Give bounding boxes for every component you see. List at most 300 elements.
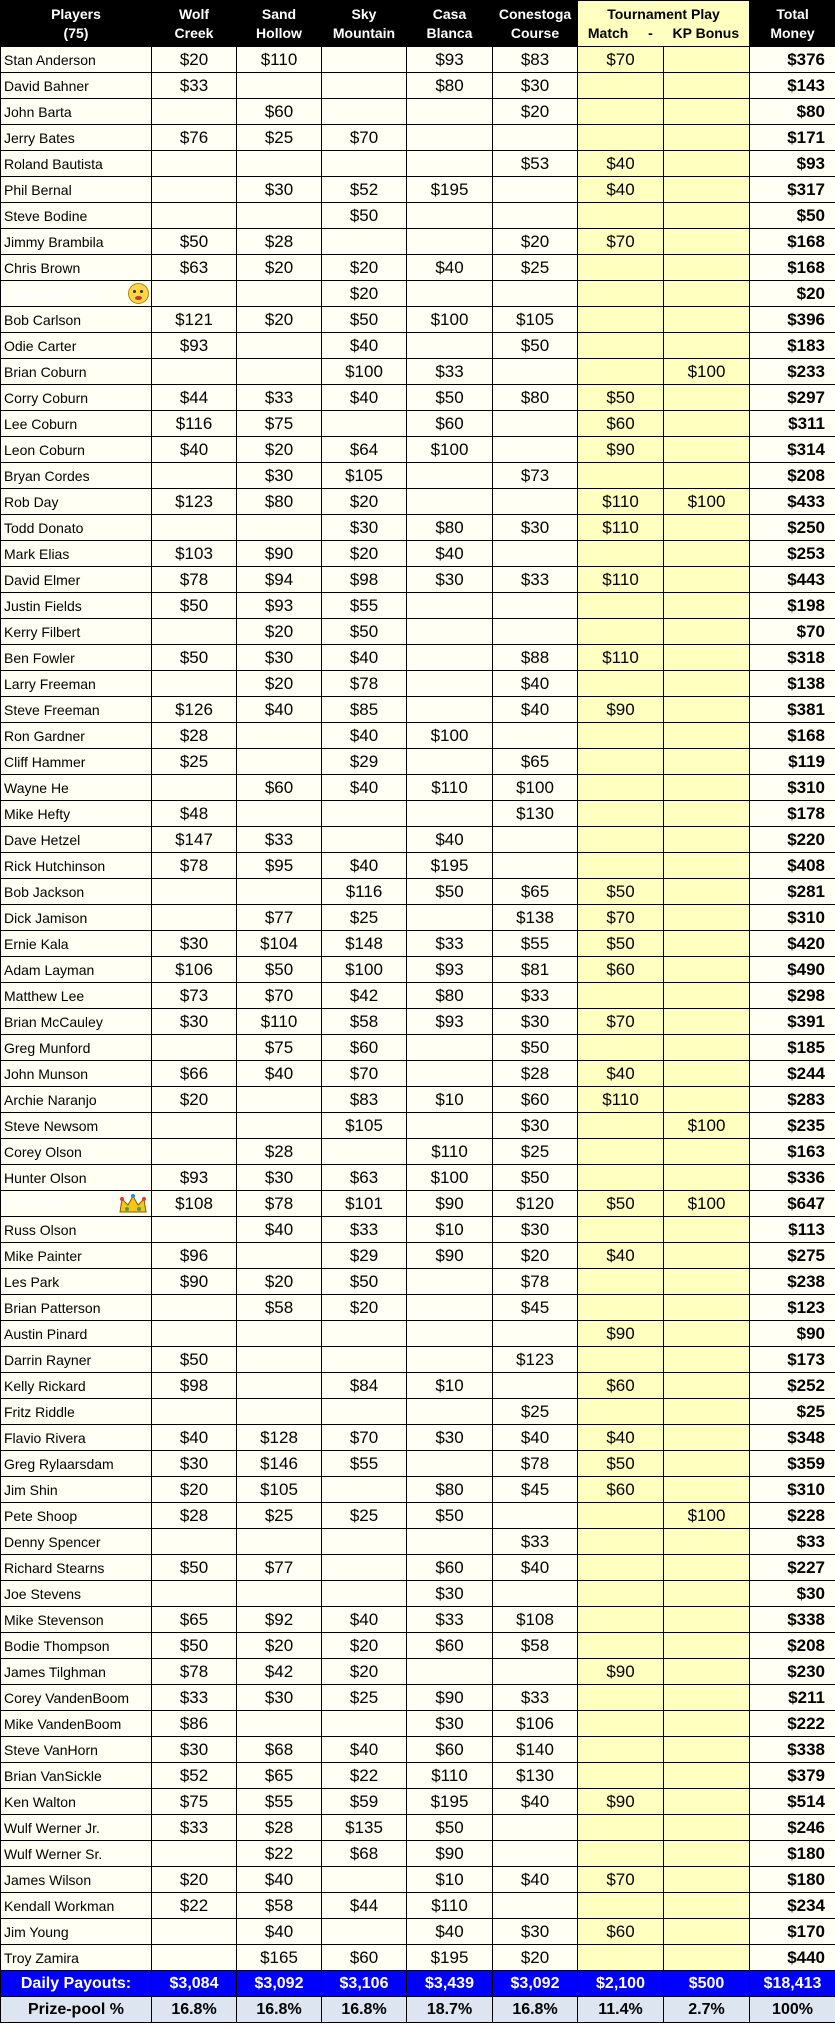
wolf-creek-cell: $50 [152,645,237,671]
conestoga-cell: $40 [493,671,578,697]
sky-mountain-cell: $63 [322,1165,407,1191]
table-row [1,1841,835,1867]
pct-cell: 16.8% [493,1997,578,2023]
sand-hollow-cell: $128 [237,1425,322,1451]
player-name: Austin Pinard [1,1321,152,1347]
wolf-creek-cell [152,1035,237,1061]
total-money-cell: $336 [750,1165,835,1191]
kp-bonus-cell [664,697,750,723]
kp-bonus-cell [664,1009,750,1035]
kp-bonus-cell [664,1139,750,1165]
sand-hollow-cell: $40 [237,1919,322,1945]
sand-hollow-cell: $93 [237,593,322,619]
sand-hollow-cell [237,723,322,749]
casa-blanca-cell: $50 [407,1503,493,1529]
sand-hollow-cell: $92 [237,1607,322,1633]
sand-hollow-cell: $20 [237,437,322,463]
total-money-cell: $185 [750,1035,835,1061]
match-cell [578,359,664,385]
wolf-creek-cell: $108 [152,1191,237,1217]
sand-hollow-cell: $90 [237,541,322,567]
total-money-cell: $25 [750,1399,835,1425]
kp-bonus-cell [664,1477,750,1503]
table-row [1,1087,835,1113]
kp-bonus-cell [664,957,750,983]
sand-hollow-cell [237,749,322,775]
sky-mountain-cell: $105 [322,1113,407,1139]
total-money-cell: $80 [750,99,835,125]
total-money-cell: $183 [750,333,835,359]
casa-blanca-cell: $60 [407,1555,493,1581]
pct-cell: 2.7% [664,1997,750,2023]
sand-hollow-cell: $33 [237,385,322,411]
kp-bonus-cell [664,281,750,307]
player-name: Ernie Kala [1,931,152,957]
sand-hollow-cell: $42 [237,1659,322,1685]
sand-hollow-cell: $30 [237,1165,322,1191]
sky-mountain-cell [322,1139,407,1165]
sand-hollow-cell [237,1113,322,1139]
sand-hollow-cell: $50 [237,957,322,983]
match-cell: $50 [578,1451,664,1477]
match-cell [578,463,664,489]
total-money-cell: $180 [750,1867,835,1893]
conestoga-cell [493,723,578,749]
wolf-creek-cell [152,99,237,125]
table-row [1,775,835,801]
conestoga-cell: $80 [493,385,578,411]
sky-mountain-cell: $98 [322,567,407,593]
total-money-cell: $178 [750,801,835,827]
player-name: Brian McCauley [1,1009,152,1035]
casa-blanca-cell: $33 [407,1607,493,1633]
conestoga-cell: $30 [493,1113,578,1139]
table-row [1,463,835,489]
wolf-creek-cell: $50 [152,593,237,619]
kp-bonus-cell [664,619,750,645]
table-row [1,1685,835,1711]
casa-blanca-cell: $50 [407,879,493,905]
wolf-creek-cell [152,879,237,905]
total-money-cell: $283 [750,1087,835,1113]
sky-mountain-cell [322,229,407,255]
sand-hollow-cell: $40 [237,1867,322,1893]
player-name: Bob Jackson [1,879,152,905]
total-money-cell: $318 [750,645,835,671]
wolf-creek-cell [152,1399,237,1425]
sky-mountain-cell: $70 [322,125,407,151]
match-cell: $90 [578,437,664,463]
kp-bonus-cell [664,1789,750,1815]
conestoga-cell [493,359,578,385]
sand-hollow-cell: $65 [237,1763,322,1789]
total-money-cell: $33 [750,1529,835,1555]
match-cell [578,1737,664,1763]
sand-hollow-cell: $20 [237,1633,322,1659]
casa-blanca-cell [407,905,493,931]
kp-bonus-cell [664,1035,750,1061]
kp-bonus-cell [664,437,750,463]
conestoga-cell [493,437,578,463]
conestoga-cell: $28 [493,1061,578,1087]
conestoga-cell: $45 [493,1295,578,1321]
table-row [1,1711,835,1737]
total-money-cell: $433 [750,489,835,515]
sky-mountain-cell: $116 [322,879,407,905]
match-cell [578,1529,664,1555]
sand-hollow-cell: $25 [237,125,322,151]
sand-hollow-cell [237,1399,322,1425]
sand-hollow-cell [237,151,322,177]
sky-mountain-cell: $20 [322,1633,407,1659]
table-row [1,671,835,697]
casa-blanca-cell [407,1347,493,1373]
conestoga-cell: $65 [493,879,578,905]
table-row [1,1373,835,1399]
match-cell [578,125,664,151]
conestoga-cell: $120 [493,1191,578,1217]
sand-hollow-cell [237,203,322,229]
casa-blanca-cell: $93 [407,1009,493,1035]
total-money-cell: $514 [750,1789,835,1815]
player-name: Pete Shoop [1,1503,152,1529]
table-row [1,255,835,281]
total-money-cell: $173 [750,1347,835,1373]
conestoga-cell: $130 [493,801,578,827]
total-money-header: Total Money [750,1,835,47]
sky-mountain-cell [322,1711,407,1737]
total-money-cell: $253 [750,541,835,567]
kp-bonus-cell: $100 [664,359,750,385]
kp-bonus-cell [664,983,750,1009]
course-header: Wolf Creek [152,1,237,47]
casa-blanca-cell: $100 [407,437,493,463]
kp-bonus-cell [664,1685,750,1711]
casa-blanca-cell: $90 [407,1243,493,1269]
sky-mountain-cell [322,73,407,99]
total-money-cell: $314 [750,437,835,463]
total-money-cell: $246 [750,1815,835,1841]
conestoga-cell [493,1373,578,1399]
total-money-cell: $50 [750,203,835,229]
sky-mountain-cell: $40 [322,723,407,749]
wolf-creek-cell: $33 [152,1815,237,1841]
casa-blanca-cell: $93 [407,957,493,983]
total-money-cell: $250 [750,515,835,541]
kp-bonus-cell [664,853,750,879]
player-name: Greg Munford [1,1035,152,1061]
wolf-creek-cell: $33 [152,73,237,99]
casa-blanca-cell: $40 [407,1919,493,1945]
sky-mountain-cell: $29 [322,749,407,775]
conestoga-cell [493,619,578,645]
wolf-creek-cell [152,1841,237,1867]
wolf-creek-cell: $78 [152,567,237,593]
casa-blanca-cell [407,749,493,775]
table-row [1,1269,835,1295]
conestoga-cell: $45 [493,1477,578,1503]
player-name: Les Park [1,1269,152,1295]
table-row [1,1867,835,1893]
conestoga-cell: $55 [493,931,578,957]
payout-cell: $2,100 [578,1971,664,1997]
total-money-cell: $348 [750,1425,835,1451]
table-row [1,1763,835,1789]
conestoga-cell: $78 [493,1451,578,1477]
match-cell: $110 [578,489,664,515]
casa-blanca-cell: $33 [407,359,493,385]
wolf-creek-cell: $126 [152,697,237,723]
wolf-creek-cell: $106 [152,957,237,983]
payout-label: Daily Payouts: [1,1971,152,1997]
player-name: Leon Coburn [1,437,152,463]
sky-mountain-cell: $50 [322,203,407,229]
sand-hollow-cell [237,1529,322,1555]
match-cell: $110 [578,567,664,593]
table-row [1,567,835,593]
player-name: John Munson [1,1061,152,1087]
player-name: Corey VandenBoom [1,1685,152,1711]
casa-blanca-cell [407,1295,493,1321]
casa-blanca-cell [407,1113,493,1139]
match-cell: $60 [578,1373,664,1399]
table-row [1,1165,835,1191]
total-money-cell: $170 [750,1919,835,1945]
sky-mountain-cell: $55 [322,593,407,619]
kp-bonus-cell: $100 [664,489,750,515]
total-money-cell: $113 [750,1217,835,1243]
sky-mountain-cell: $33 [322,1217,407,1243]
match-cell [578,1633,664,1659]
sand-hollow-cell [237,801,322,827]
sky-mountain-cell: $20 [322,489,407,515]
prize-pool-label: Prize-pool % [1,1997,152,2023]
tournament-play-header [578,1,750,47]
wolf-creek-cell [152,1321,237,1347]
match-cell: $50 [578,385,664,411]
total-money-cell: $317 [750,177,835,203]
kp-bonus-cell [664,801,750,827]
match-cell: $50 [578,879,664,905]
table-row [1,879,835,905]
table-row [1,1529,835,1555]
sky-mountain-cell [322,1555,407,1581]
table-row [1,99,835,125]
wolf-creek-cell [152,775,237,801]
table-row [1,1659,835,1685]
wolf-creek-cell [152,463,237,489]
kp-bonus-cell [664,255,750,281]
kp-bonus-cell [664,827,750,853]
sand-hollow-cell: $77 [237,1555,322,1581]
table-row [1,1139,835,1165]
conestoga-cell: $40 [493,697,578,723]
kp-bonus-cell [664,931,750,957]
kp-bonus-cell [664,671,750,697]
wolf-creek-cell: $28 [152,723,237,749]
sand-hollow-cell [237,1347,322,1373]
casa-blanca-cell [407,697,493,723]
player-name: Archie Naranjo [1,1087,152,1113]
player-name: Mark Elias [1,541,152,567]
match-cell [578,1347,664,1373]
casa-blanca-cell: $30 [407,1711,493,1737]
total-money-cell: $208 [750,1633,835,1659]
total-money-cell: $211 [750,1685,835,1711]
sad-face-icon [128,283,149,304]
table-row [1,749,835,775]
conestoga-cell: $40 [493,1425,578,1451]
table-row [1,1321,835,1347]
match-cell [578,203,664,229]
match-cell: $70 [578,1009,664,1035]
course-header: Sky Mountain [322,1,407,47]
sand-hollow-cell [237,281,322,307]
table-row [1,515,835,541]
kp-bonus-cell [664,1165,750,1191]
conestoga-cell: $33 [493,1529,578,1555]
wolf-creek-cell: $30 [152,1737,237,1763]
match-cell: $90 [578,1659,664,1685]
casa-blanca-cell: $60 [407,411,493,437]
total-money-cell: $220 [750,827,835,853]
table-row [1,177,835,203]
wolf-creek-cell: $50 [152,1633,237,1659]
total-money-cell: $168 [750,723,835,749]
table-row [1,905,835,931]
match-cell: $40 [578,151,664,177]
wolf-creek-cell [152,1945,237,1971]
conestoga-cell: $40 [493,1867,578,1893]
match-cell [578,723,664,749]
total-money-cell: $163 [750,1139,835,1165]
total-money-cell: $93 [750,151,835,177]
kp-bonus-cell [664,1061,750,1087]
match-cell: $70 [578,1867,664,1893]
sand-hollow-cell [237,359,322,385]
conestoga-cell: $88 [493,645,578,671]
table-row [1,489,835,515]
kp-bonus-cell [664,177,750,203]
player-name: Bodie Thompson [1,1633,152,1659]
match-cell [578,307,664,333]
sand-hollow-cell: $20 [237,1269,322,1295]
sky-mountain-cell: $40 [322,775,407,801]
sky-mountain-cell: $55 [322,1451,407,1477]
sand-hollow-cell: $33 [237,827,322,853]
match-cell: $60 [578,1919,664,1945]
total-money-cell: $171 [750,125,835,151]
casa-blanca-cell: $40 [407,255,493,281]
conestoga-cell [493,125,578,151]
casa-blanca-cell: $60 [407,1737,493,1763]
table-row [1,1399,835,1425]
sky-mountain-cell: $64 [322,437,407,463]
match-cell [578,73,664,99]
sky-mountain-cell: $58 [322,1009,407,1035]
kp-bonus-cell [664,905,750,931]
wolf-creek-cell: $33 [152,1685,237,1711]
total-money-cell: $310 [750,905,835,931]
header-row [1,1,835,47]
casa-blanca-cell: $33 [407,931,493,957]
table-row [1,1503,835,1529]
sand-hollow-cell: $28 [237,1139,322,1165]
player-name: Dave Hetzel [1,827,152,853]
player-name: Adam Layman [1,957,152,983]
sky-mountain-cell: $40 [322,645,407,671]
casa-blanca-cell: $100 [407,723,493,749]
match-cell: $50 [578,1191,664,1217]
sky-mountain-cell [322,151,407,177]
casa-blanca-cell: $80 [407,515,493,541]
table-row [1,1789,835,1815]
kp-bonus-cell [664,99,750,125]
total-money-cell: $359 [750,1451,835,1477]
player-rows [1,47,835,1971]
course-header: Conestoga Course [493,1,578,47]
player-name: Steve Newsom [1,1113,152,1139]
sand-hollow-cell [237,1321,322,1347]
sky-mountain-cell: $40 [322,853,407,879]
total-money-cell: $119 [750,749,835,775]
sky-mountain-cell: $40 [322,385,407,411]
match-cell [578,541,664,567]
course-header: Sand Hollow [237,1,322,47]
sand-hollow-cell: $110 [237,1009,322,1035]
sky-mountain-cell: $135 [322,1815,407,1841]
casa-blanca-cell: $195 [407,1945,493,1971]
kp-bonus-cell [664,151,750,177]
wolf-creek-cell: $48 [152,801,237,827]
conestoga-cell [493,411,578,437]
sand-hollow-cell: $60 [237,99,322,125]
conestoga-cell [493,1503,578,1529]
table-row [1,411,835,437]
casa-blanca-cell [407,333,493,359]
match-cell [578,1815,664,1841]
sand-hollow-cell: $30 [237,645,322,671]
sand-hollow-cell: $80 [237,489,322,515]
player-name: Steve Bodine [1,203,152,229]
sky-mountain-cell: $20 [322,541,407,567]
casa-blanca-cell [407,99,493,125]
conestoga-cell [493,203,578,229]
match-cell [578,281,664,307]
conestoga-cell [493,281,578,307]
table-row [1,359,835,385]
wolf-creek-cell: $76 [152,125,237,151]
kp-bonus-cell [664,307,750,333]
sand-hollow-cell: $25 [237,1503,322,1529]
casa-blanca-cell [407,1035,493,1061]
player-name: Mike Painter [1,1243,152,1269]
conestoga-cell [493,177,578,203]
casa-blanca-cell [407,801,493,827]
wolf-creek-cell: $86 [152,1711,237,1737]
player-name: Greg Rylaarsdam [1,1451,152,1477]
kp-bonus-cell [664,385,750,411]
kp-bonus-cell [664,749,750,775]
table-row [1,931,835,957]
table-row [1,723,835,749]
conestoga-cell: $25 [493,1139,578,1165]
kp-bonus-cell [664,125,750,151]
total-money-cell: $20 [750,281,835,307]
conestoga-cell [493,853,578,879]
pct-cell: 16.8% [152,1997,237,2023]
match-cell: $40 [578,1061,664,1087]
